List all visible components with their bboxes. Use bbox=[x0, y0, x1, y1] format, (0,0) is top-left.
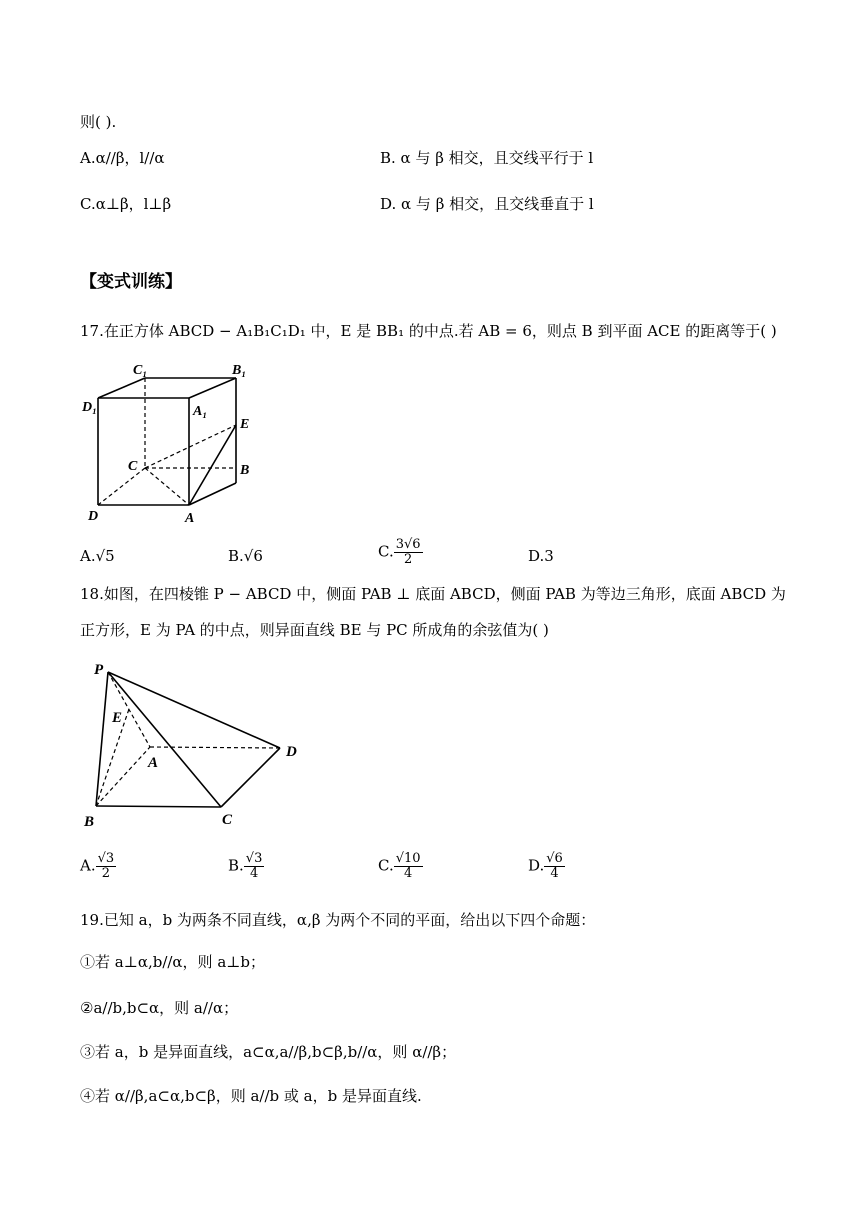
option-b: B. α 与 β 相交，且交线平行于 l bbox=[380, 149, 594, 167]
q18-option-b-prefix: B. bbox=[228, 856, 244, 875]
q18-option-d-denominator: 4 bbox=[550, 866, 559, 881]
q18-option-a-prefix: A. bbox=[80, 856, 96, 875]
q18-option-c-denominator: 4 bbox=[403, 866, 413, 881]
q19-stem: 19.已知 a，b 为两条不同直线，α,β 为两个不同的平面，给出以下四个命题： bbox=[80, 911, 596, 929]
label-a: A bbox=[185, 511, 195, 525]
q18-option-b-fraction bbox=[244, 852, 265, 881]
label-e: E bbox=[240, 417, 250, 432]
q18-option-b-numerator: √3 bbox=[245, 851, 263, 866]
q18-option-c bbox=[378, 852, 423, 881]
q18-option-c-prefix: C. bbox=[378, 856, 394, 875]
option-a: A.α//β，l//α bbox=[80, 149, 165, 167]
q18-option-b bbox=[228, 852, 264, 881]
option-d: D. α 与 β 相交，且交线垂直于 l bbox=[380, 195, 594, 213]
q19-proposition-1: ①若 a⊥α,b//α，则 a⊥b； bbox=[80, 953, 265, 971]
q17-option-c-fraction bbox=[394, 538, 423, 567]
label-d1: D₁ bbox=[82, 400, 97, 415]
label-a1: A₁ bbox=[193, 404, 208, 419]
q17-option-b: B.√6 bbox=[228, 547, 263, 565]
label-d: D bbox=[286, 744, 297, 760]
q18-stem-line1: 18.如图，在四棱锥 P − ABCD 中，侧面 PAB ⊥ 底面 ABCD，侧面 PAB 为等边三角形，底面 ABCD 为 bbox=[80, 585, 786, 603]
q18-option-b-denominator: 4 bbox=[249, 866, 259, 881]
q17-option-c-denominator: 2 bbox=[403, 552, 413, 567]
pyramid-figure bbox=[80, 656, 310, 831]
q17-option-a: A.√5 bbox=[80, 547, 115, 565]
q18-option-a bbox=[80, 852, 116, 881]
q18-option-d-numerator: √6 bbox=[546, 851, 563, 866]
q18-stem-line2: 正方形，E 为 PA 的中点，则异面直线 BE 与 PC 所成角的余弦值为( ) bbox=[80, 621, 549, 639]
question-tail: 则( ). bbox=[80, 113, 117, 131]
q19-proposition-4: ④若 α//β,a⊂α,b⊂β，则 a//b 或 a，b 是异面直线. bbox=[80, 1087, 422, 1105]
q19-proposition-2: ②a//b,b⊂α，则 a//α； bbox=[80, 999, 239, 1017]
label-a: A bbox=[148, 755, 159, 771]
label-c: C bbox=[128, 459, 138, 474]
q19-proposition-3: ③若 a，b 是异面直线，a⊂α,a//β,b⊂β,b//α，则 α//β； bbox=[80, 1043, 457, 1061]
label-b: B bbox=[240, 463, 250, 478]
label-b1: B₁ bbox=[232, 363, 247, 378]
q18-option-d bbox=[528, 852, 565, 881]
label-d: D bbox=[88, 509, 99, 524]
label-p: P bbox=[94, 662, 104, 678]
label-e: E bbox=[112, 710, 123, 726]
cube-figure bbox=[78, 360, 258, 525]
q18-option-a-numerator: √3 bbox=[97, 851, 115, 866]
q18-option-c-fraction bbox=[394, 852, 423, 881]
q17-option-c-prefix: C. bbox=[378, 542, 394, 561]
label-c: C bbox=[222, 812, 233, 828]
section-title: 【变式训练】 bbox=[80, 272, 182, 292]
q18-option-a-denominator: 2 bbox=[101, 866, 111, 881]
q17-stem: 17.在正方体 ABCD − A₁B₁C₁D₁ 中，E 是 BB₁ 的中点.若 AB = 6，则点 B 到平面 ACE 的距离等于( ) bbox=[80, 322, 777, 340]
label-b: B bbox=[84, 814, 95, 830]
label-c1: C₁ bbox=[133, 363, 148, 378]
q18-option-a-fraction bbox=[96, 852, 117, 881]
q18-option-c-numerator: √10 bbox=[395, 851, 421, 866]
q17-option-d: D.3 bbox=[528, 547, 554, 565]
q18-option-d-fraction bbox=[544, 852, 565, 881]
q18-option-d-prefix: D. bbox=[528, 856, 545, 875]
q17-option-c-numerator: 3√6 bbox=[395, 537, 421, 552]
q17-option-c bbox=[378, 538, 423, 567]
option-c: C.α⊥β，l⊥β bbox=[80, 195, 172, 213]
